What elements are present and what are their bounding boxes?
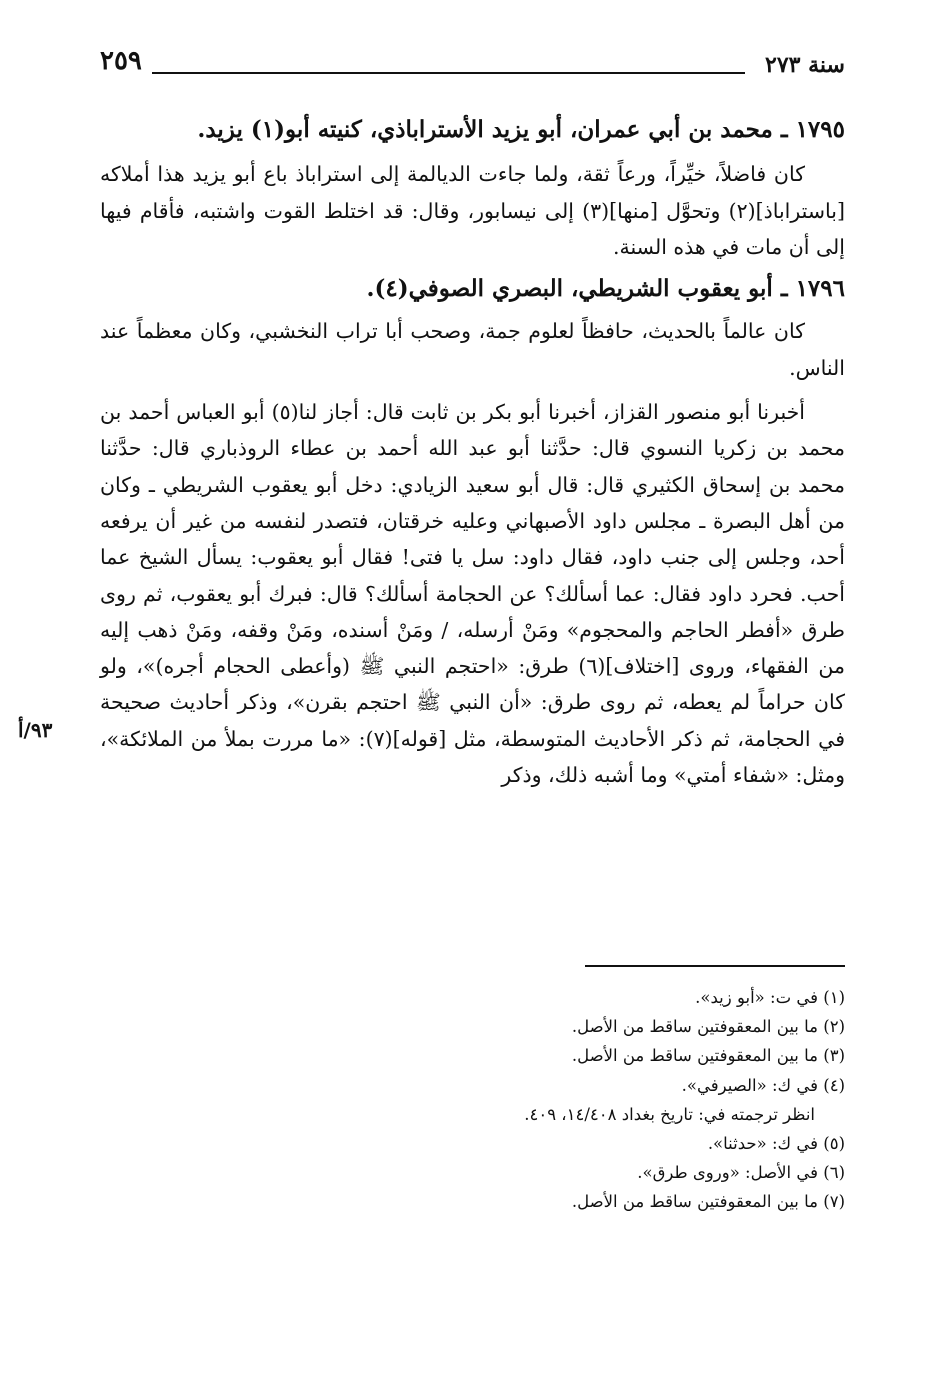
- footnote: (١) في ت: «أبو زيد».: [695, 988, 845, 1007]
- footnote: (٦) في الأصل: «وروى طرق».: [637, 1163, 845, 1183]
- footnote: (٧) ما بين المعقوفتين ساقط من الأصل.: [571, 1192, 845, 1212]
- footnote-separator: [585, 965, 845, 967]
- footnote: (٣) ما بين المعقوفتين ساقط من الأصل.: [571, 1046, 845, 1066]
- footnote: (٤) في ك: «الصيرفي».: [681, 1075, 845, 1095]
- main-text: [100, 112, 845, 793]
- entry-text-1796: كان عالماً بالحديث، حافظاً لعلوم جمة، وصحب أبا تراب النخشبي، وكان معظماً عند الناس.: [100, 319, 845, 380]
- entry-heading-1795: ١٧٩٥ ـ محمد بن أبي عمران، أبو يزيد الأستراباذي، كنيته أبو(١) يزيد.: [197, 116, 845, 143]
- entry-narration-1796: أخبرنا أبو منصور القزاز، أخبرنا أبو بكر بن ثابت قال: أجاز لنا(٥) أبو العباس أحمد بن محمد بن زكريا النسوي قال: حدَّثنا أبو عبد الله أحمد بن عطاء الروذباري قال: حدَّثنا محمد بن إسحاق الكثيري قال: قال أبو سعيد الزيادي: دخل أبو يعقوب الشريطي ـ وكان من أهل البصرة ـ مجلس داود الأصبهاني وعليه خرقتان، فتصدر لنفسه من غير أن يرفعه أحد، وجلس إلى جنب داود، فقال داود: سل يا فتى! فقال أبو يعقوب: يسأل الشيخ عما أحب. فحرد داود فقال: عما أسألك؟ عن الحجامة أسألك؟ قال: فبرك أبو يعقوب، ثم روى طرق «أفطر الحاجم والمحجوم» ومَنْ أرسله، / ومَنْ أسنده، ومَنْ وقفه، ومَنْ ذهب إليه من الفقهاء، وروى [اختلاف](٦) طرق: «احتجم النبي ﷺ (وأعطى الحجام أجره)»، ولو كان حراماً لم يعطه، ثم روى طرق: «أن النبي ﷺ احتجم بقرن»، وذكر أحاديث صحيحة في الحجامة، ثم ذكر الأحاديث المتوسطة، مثل [قوله](٧): «ما مررت بملأ من الملائكة»، ومثل: «شفاء أمتي» وما أشبه ذلك، وذكر: [100, 400, 845, 788]
- entry-heading-1796: ١٧٩٦ ـ أبو يعقوب الشريطي، البصري الصوفي(٤).: [366, 275, 845, 303]
- footnote-reference: انظر ترجمته في: تاريخ بغداد ١٤/٤٠٨، ٤٠٩.: [524, 1104, 815, 1124]
- footnote: (٢) ما بين المعقوفتين ساقط من الأصل.: [571, 1017, 845, 1037]
- page-number: ٢٥٩: [100, 46, 142, 76]
- manuscript-folio-marker: ٩٣/أ: [18, 718, 53, 742]
- header-rule: [152, 72, 745, 74]
- footnotes: [300, 983, 845, 1217]
- entry-text-1795: كان فاضلاً، خيِّراً، ورعاً ثقة، ولما جاءت الديالمة إلى استراباذ باع أبو يزيد هذا أملاكه [باستراباذ](٢) وتحوَّل [منها](٣) إلى نيسابور، وقال: قد اختلط القوت واشتبه، فأقام فيها إلى أن مات في هذه السنة.: [100, 162, 845, 259]
- running-head: سنة ٢٧٣: [765, 52, 845, 78]
- footnote: (٥) في ك: «حدثنا».: [707, 1134, 845, 1154]
- page-header: [100, 46, 845, 86]
